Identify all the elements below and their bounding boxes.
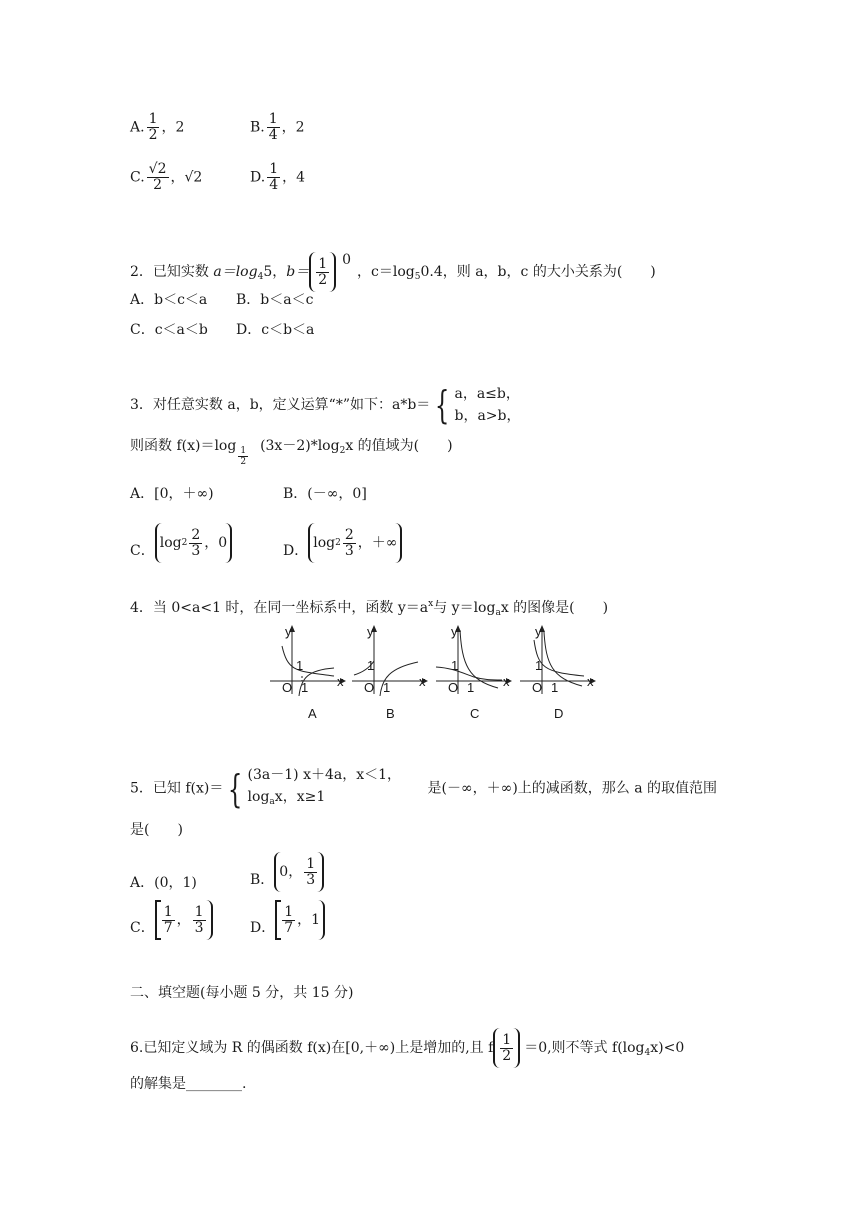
numerator: 1 <box>148 111 158 127</box>
fraction <box>500 1033 513 1064</box>
q6-stem-line2: 的解集是________. <box>130 1076 247 1092</box>
tick-y-one: 1 <box>367 658 375 673</box>
axis-label-y: y <box>451 624 458 639</box>
case-1: a，a≤b， <box>454 386 520 402</box>
option-letter: C． <box>130 543 155 559</box>
q3-func-arg: (3x－2)*log <box>260 438 340 454</box>
log-base: 2 <box>339 446 346 456</box>
q2-a-base: 4 <box>257 272 264 282</box>
q3-func-text: 则函数 f(x)＝log <box>130 438 237 454</box>
option-letter: B. <box>250 119 265 136</box>
log-base: 2 <box>335 538 341 548</box>
q2-c-def: ，c＝log <box>357 264 415 280</box>
numerator: 1 <box>502 1031 512 1048</box>
axis-label-x: x <box>419 674 426 689</box>
denominator: 2 <box>148 127 158 143</box>
q6-text-a: 6.已知定义域为 R 的偶函数 f(x)在[0,＋∞)上是增加的,且 f <box>130 1040 494 1056</box>
option-letter: C. <box>130 169 145 186</box>
q5-option-b <box>250 852 324 892</box>
fraction <box>189 528 202 559</box>
tick-x-one: 1 <box>551 680 559 695</box>
q2-b-exponent: 0 <box>342 252 352 268</box>
paren-group <box>309 252 336 292</box>
option-letter: D． <box>250 920 276 936</box>
option-letter: B． <box>250 872 275 888</box>
cases <box>248 764 428 813</box>
q2-stem <box>130 252 656 292</box>
interval-left: 0， <box>279 864 303 880</box>
log-base: a <box>495 608 501 618</box>
option-rest: ，1 <box>297 912 321 928</box>
graph-d <box>518 624 598 724</box>
numerator: 1 <box>194 903 204 920</box>
option-rest: ，2 <box>161 119 185 136</box>
q3-option-a: A．[0，＋∞) <box>130 486 214 502</box>
denominator: 3 <box>194 919 204 936</box>
q3-func-tail: x 的值域为( ) <box>345 438 453 454</box>
denominator: 7 <box>284 919 294 936</box>
numerator: 1 <box>284 903 294 920</box>
numerator: 1 <box>240 446 247 456</box>
graph-c <box>434 624 514 724</box>
denominator: 7 <box>163 919 173 936</box>
denominator: 2 <box>240 457 247 467</box>
option-rest: ，＋∞ <box>357 535 398 551</box>
q2-b-def: b＝ <box>286 264 310 280</box>
numerator: 1 <box>318 255 328 272</box>
fraction <box>162 905 175 936</box>
q2-c-arg: 0.4，则 a，b，c 的大小关系为( ) <box>420 264 656 280</box>
q4-stem <box>130 594 608 623</box>
option-letter: C． <box>130 920 155 936</box>
q2-option-a: A．b＜c＜a <box>130 292 208 308</box>
q2-prefix: 2．已知实数 <box>130 264 214 280</box>
axis-label-x: x <box>587 674 594 689</box>
q5-option-a: A．(0，1) <box>130 875 197 891</box>
option-rest: ，√2 <box>170 169 203 186</box>
q4-text-a: 4．当 0<a<1 时，在同一坐标系中，函数 y＝a <box>130 600 429 616</box>
option-rest: ，4 <box>282 169 306 186</box>
log-text: log <box>313 535 336 551</box>
left-brace: { <box>435 383 450 427</box>
paren-group <box>155 523 232 563</box>
case-2 <box>248 786 428 813</box>
case-1: (3a－1) x＋4a，x＜1， <box>247 767 402 783</box>
numerator: 1 <box>163 903 173 920</box>
numerator: 2 <box>344 526 354 543</box>
denominator: 4 <box>269 177 279 193</box>
log-text: log <box>247 789 270 805</box>
q6-stem <box>130 1028 684 1068</box>
tick-x-one: 1 <box>383 680 391 695</box>
q2-option-d: D．c＜b＜a <box>236 322 315 338</box>
q2-option-c: C．c＜a＜b <box>130 322 208 338</box>
denominator: 4 <box>268 127 278 143</box>
origin-label: O <box>448 680 459 695</box>
fraction <box>267 112 280 143</box>
q5-option-c <box>130 900 213 940</box>
origin-label: O <box>282 680 293 695</box>
fraction <box>147 112 160 143</box>
separator: ， <box>176 912 191 928</box>
tick-y-one: 1 <box>451 658 459 673</box>
q3-stem <box>130 383 521 427</box>
q3-option-c <box>130 523 232 563</box>
fraction <box>343 528 356 559</box>
graph-caption: C <box>470 706 480 721</box>
option-rest: ，0 <box>204 535 228 551</box>
graph-b <box>350 624 430 724</box>
denominator: 2 <box>153 177 163 193</box>
q3-option-d <box>283 523 402 563</box>
q1-option-a <box>130 112 184 143</box>
tick-x-one: 1 <box>301 680 309 695</box>
axis-label-y: y <box>367 624 374 639</box>
log-text: log <box>159 535 182 551</box>
numerator: 1 <box>268 111 278 127</box>
fraction <box>267 162 280 193</box>
origin-label: O <box>532 680 543 695</box>
axis-label-x: x <box>503 674 510 689</box>
numerator: 1 <box>306 855 316 872</box>
log-base-fraction <box>238 446 248 467</box>
case-2: b，a>b， <box>454 408 521 424</box>
numerator: 1 <box>269 161 279 177</box>
option-letter: D. <box>250 169 266 186</box>
q6-text-c: x)<0 <box>650 1040 685 1056</box>
axis-label-y: y <box>285 624 292 639</box>
paren-group <box>493 1028 520 1068</box>
fraction <box>316 257 329 288</box>
numerator: √2 <box>148 161 167 177</box>
tick-x-one: 1 <box>467 680 475 695</box>
axis-label-y: y <box>535 624 542 639</box>
q1-option-c <box>130 162 202 193</box>
q1-option-d <box>250 162 305 193</box>
section-heading: 二、填空题(每小题 5 分，共 15 分) <box>130 985 354 1001</box>
q4-text-c: x 的图像是( ) <box>500 600 609 616</box>
fraction <box>193 905 206 936</box>
q4-text-b: 与 y＝log <box>433 600 496 616</box>
bracket-group <box>275 900 325 940</box>
q5-suffix: 是(－∞，＋∞)上的减函数，那么 a 的取值范围 <box>427 780 718 797</box>
exponent: x <box>428 599 434 609</box>
left-brace: { <box>228 766 243 811</box>
origin-label: O <box>364 680 375 695</box>
log-base: 4 <box>644 1048 651 1058</box>
q5-option-d <box>250 900 325 940</box>
denominator: 3 <box>306 871 316 888</box>
fraction <box>147 162 169 193</box>
option-letter: A. <box>130 119 145 136</box>
bracket-group <box>155 900 213 940</box>
log-base: 2 <box>181 538 188 548</box>
tick-y-one: 1 <box>535 658 543 673</box>
q3-option-b: B．(－∞，0] <box>283 486 367 502</box>
q5-stem <box>130 764 717 813</box>
denominator: 2 <box>318 271 328 288</box>
q3-function-line <box>130 436 453 467</box>
numerator: 2 <box>191 526 201 543</box>
option-rest: ，2 <box>281 119 305 136</box>
denominator: 3 <box>344 542 354 559</box>
graph-caption: B <box>386 706 395 721</box>
q2-c-base: 5 <box>414 272 421 282</box>
q2-a-def: a＝log <box>213 264 258 280</box>
denominator: 2 <box>502 1047 512 1064</box>
graph-caption: A <box>308 706 317 721</box>
axis-label-x: x <box>337 674 344 689</box>
q1-option-b <box>250 112 305 143</box>
fraction <box>282 905 295 936</box>
tick-y-one: 1 <box>296 658 304 673</box>
q2-option-b: B．b＜a＜c <box>236 292 314 308</box>
graph-a <box>268 624 348 724</box>
q5-prefix: 5．已知 f(x)＝ <box>130 780 224 797</box>
q3-prefix: 3．对任意实数 a，b，定义运算“*”如下：a*b＝ <box>130 397 431 413</box>
cases <box>454 383 520 427</box>
q6-text-b: ＝0,则不等式 f(log <box>524 1040 645 1056</box>
option-letter: D． <box>283 543 309 559</box>
case-2-tail: x，x≥1 <box>274 789 326 805</box>
paren-group <box>274 852 324 892</box>
log-base: a <box>269 797 275 807</box>
q2-a-arg: 5， <box>263 264 287 280</box>
fraction <box>304 857 317 888</box>
paren-group <box>308 523 402 563</box>
graph-caption: D <box>554 706 564 721</box>
denominator: 3 <box>191 542 201 559</box>
q5-stem-line2: 是( ) <box>130 822 183 838</box>
